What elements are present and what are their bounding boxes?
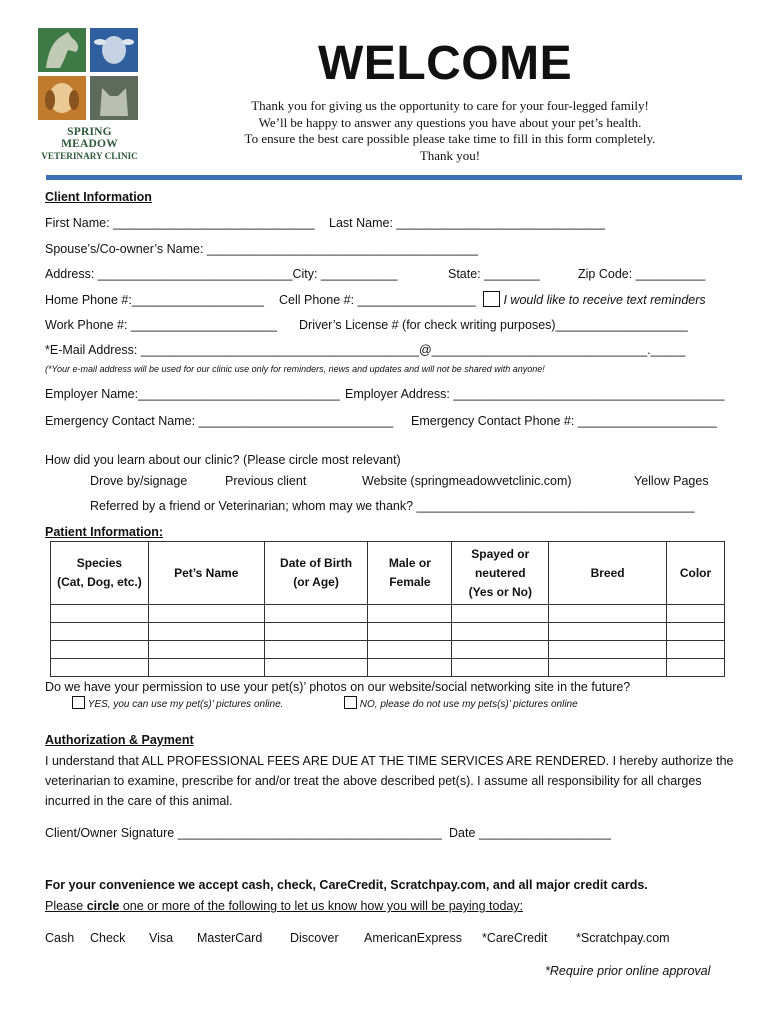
date-field[interactable]: Date ___________________ (449, 826, 611, 840)
text-reminders-checkbox[interactable] (483, 291, 500, 307)
photo-yes-option[interactable] (72, 696, 283, 710)
dog-icon (38, 76, 86, 120)
employer-name-field[interactable]: Employer Name:_____________________________ (45, 387, 340, 401)
table-row (51, 623, 725, 641)
signature-field[interactable]: Client/Owner Signature ______________________________________ (45, 826, 442, 840)
table-row (51, 659, 725, 677)
payment-instruction: Please circle one or more of the following to let us know how you will be paying today: (45, 899, 524, 913)
col-date-of-birth: Date of Birth (or Age) (264, 542, 368, 605)
employer-address-field[interactable]: Employer Address: _______________________________________ (345, 387, 725, 401)
cell-phone-field[interactable]: Cell Phone #: _________________ (279, 293, 476, 307)
home-phone-field[interactable]: Home Phone #:___________________ (45, 293, 264, 307)
photo-yes-checkbox[interactable] (72, 696, 85, 709)
photo-no-checkbox[interactable] (344, 696, 357, 709)
payment-method[interactable]: Cash (45, 931, 75, 945)
payment-accept-text: For your convenience we accept cash, check, CareCredit, Scratchpay.com, and all major credit cards. (45, 878, 648, 892)
emergency-contact-phone-field[interactable]: Emergency Contact Phone #: ____________________ (411, 414, 717, 428)
authorization-text (45, 751, 735, 811)
referral-question: How did you learn about our clinic? (Please circle most relevant) (45, 453, 401, 467)
intro-line: Thank you for giving us the opportunity to care for your four-legged family! (251, 98, 649, 113)
logo-line-1: SPRING MEADOW (61, 126, 118, 150)
col-species: Species (Cat, Dog, etc.) (51, 542, 149, 605)
col-breed: Breed (549, 542, 667, 605)
referral-option[interactable]: Yellow Pages (634, 474, 709, 488)
payment-method[interactable]: Visa (149, 931, 174, 945)
referral-friend-field[interactable]: Referred by a friend or Veterinarian; whom may we thank? ________________________________________ (90, 499, 695, 513)
authorization-line: I understand that ALL PROFESSIONAL FEES ARE DUE AT THE TIME SERVICES ARE RENDERED. I hereby authorize the (45, 754, 734, 768)
page-title: WELCOME (318, 37, 573, 90)
work-phone-field[interactable]: Work Phone #: _____________________ (45, 318, 277, 332)
payment-method[interactable]: Check (90, 931, 126, 945)
referral-option[interactable]: Website (springmeadowvetclinic.com) (362, 474, 572, 488)
cat-icon (90, 76, 138, 120)
state-field[interactable]: State: ________ (448, 267, 540, 281)
drivers-license-field[interactable]: Driver’s License # (for check writing purposes)___________________ (299, 318, 688, 332)
client-info-heading: Client Information (45, 190, 152, 204)
referral-option[interactable]: Previous client (225, 474, 307, 488)
intro-text (215, 98, 685, 164)
header-divider (46, 175, 742, 180)
approval-note: *Require prior online approval (545, 964, 711, 978)
patient-table (50, 541, 725, 677)
photo-no-option[interactable] (344, 696, 578, 710)
table-row (51, 641, 725, 659)
col-spayed: Spayed or neutered (Yes or No) (452, 542, 549, 605)
col-color: Color (667, 542, 725, 605)
payment-method[interactable]: Discover (290, 931, 339, 945)
photo-yes-label: YES, you can use my pet(s)’ pictures online. (87, 699, 284, 710)
payment-method[interactable]: AmericanExpress (364, 931, 462, 945)
email-field[interactable]: *E-Mail Address: ________________________________________@_______________________________._____ (45, 343, 686, 357)
intro-line: Thank you! (419, 147, 481, 163)
intro-line: To ensure the best care possible please take time to fill in this form completely. (244, 131, 656, 146)
payment-method[interactable]: MasterCard (197, 931, 263, 945)
spouse-name-field[interactable]: Spouse’s/Co-owner’s Name: _______________________________________ (45, 242, 479, 256)
horse-icon (38, 28, 86, 72)
authorization-heading: Authorization & Payment (45, 733, 194, 747)
first-name-field[interactable]: First Name: _____________________________ (45, 216, 315, 230)
referral-option[interactable]: Drove by/signage (90, 474, 188, 488)
text-reminders-label: I would like to receive text reminders (503, 293, 706, 307)
address-field[interactable]: Address: ____________________________City: ___________ (45, 267, 398, 281)
logo-line-2: VETERINARY CLINIC (41, 151, 138, 161)
photo-no-label: NO, please do not use my pets(s)’ pictures online (359, 699, 578, 710)
payment-method[interactable]: *Scratchpay.com (576, 931, 670, 945)
photo-permission-question: Do we have your permission to use your pet(s)’ photos on our website/social networking site in the future? (45, 680, 631, 694)
table-header-row (51, 542, 725, 605)
intro-line: We’ll be happy to answer any questions you have about your pet’s health. (258, 114, 642, 130)
zip-field[interactable]: Zip Code: __________ (578, 267, 706, 281)
text-reminders-option[interactable] (483, 291, 706, 307)
circle-word: circle (86, 899, 120, 913)
emergency-contact-name-field[interactable]: Emergency Contact Name: ____________________________ (45, 414, 394, 428)
patient-info-heading: Patient Information: (45, 525, 164, 539)
last-name-field[interactable]: Last Name: ______________________________ (329, 216, 605, 230)
cow-icon (90, 28, 138, 72)
col-pet-name: Pet’s Name (148, 542, 264, 605)
authorization-line: incurred in the care of this animal. (45, 794, 233, 808)
table-row (51, 605, 725, 623)
authorization-line: veterinarian to examine, prescribe for and/or treat the above described pet(s). I assume all responsibility for all charges (45, 774, 702, 788)
col-sex: Male or Female (368, 542, 452, 605)
payment-method[interactable]: *CareCredit (482, 931, 548, 945)
email-note: (*Your e-mail address will be used for our clinic use only for reminders, news and updates and will not be shared with anyone! (45, 364, 545, 374)
